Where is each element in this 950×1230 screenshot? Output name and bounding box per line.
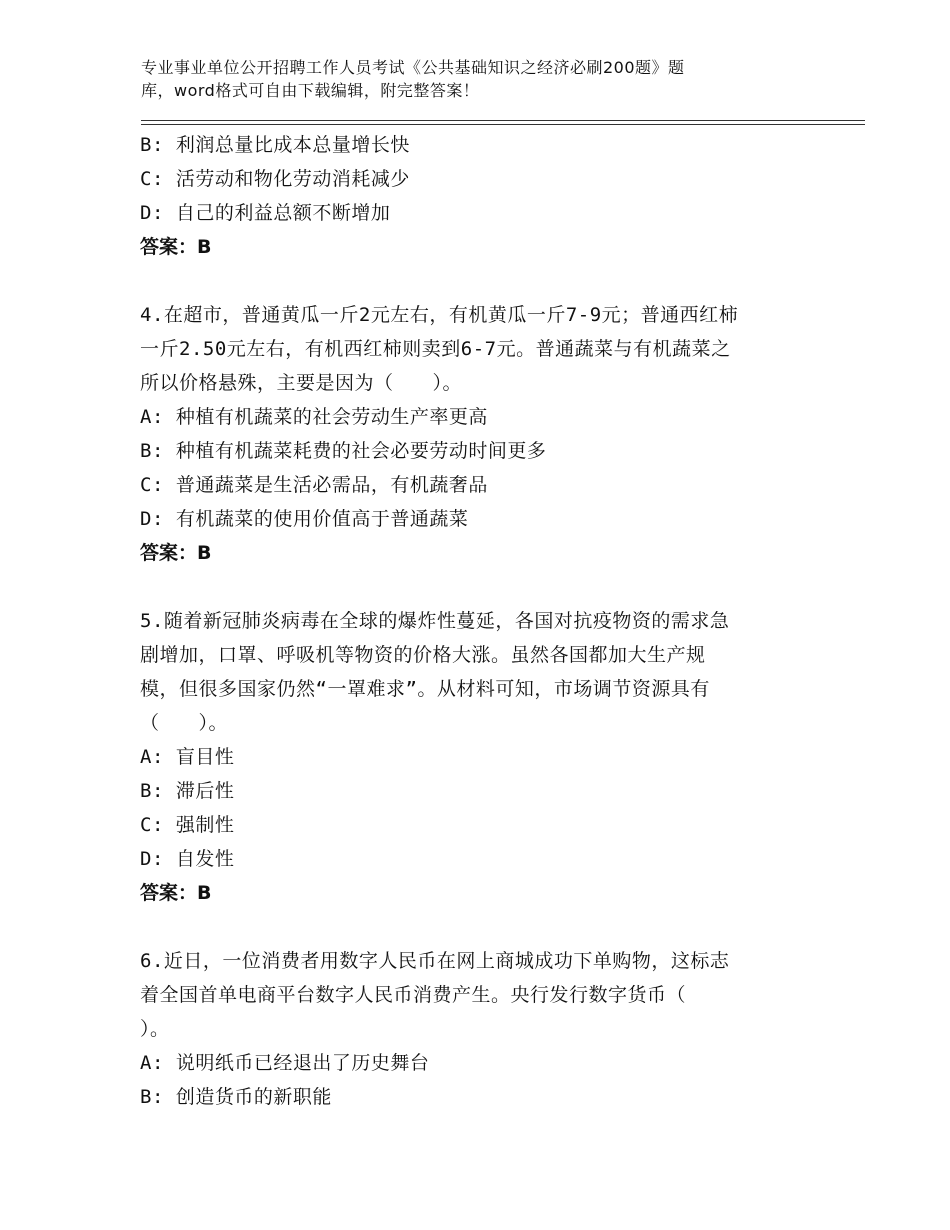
q6-stem-line-3: ）。 <box>140 1018 170 1040</box>
q5-option-b: B: 滞后性 <box>140 780 235 802</box>
q5-stem-line-2: 剧增加，口罩、呼吸机等物资的价格大涨。虽然各国都加大生产规 <box>140 644 706 666</box>
spacer <box>140 910 820 944</box>
q4-stem-line-1: 4.在超市，普通黄瓜一斤2元左右，有机黄瓜一斤7-9元；普通西红柿 <box>140 304 739 326</box>
q6-stem-line-2: 着全国首单电商平台数字人民币消费产生。央行发行数字货币（ <box>140 984 687 1006</box>
q5-stem-line-1: 5.随着新冠肺炎病毒在全球的爆炸性蔓延，各国对抗疫物资的需求急 <box>140 610 730 632</box>
q3-option-c: C: 活劳动和物化劳动消耗减少 <box>140 168 410 190</box>
question-5 <box>140 604 820 910</box>
question-6 <box>140 944 820 1114</box>
q4-option-a: A: 种植有机蔬菜的社会劳动生产率更高 <box>140 406 488 428</box>
question-4 <box>140 298 820 570</box>
q6-option-b: B: 创造货币的新职能 <box>140 1086 332 1108</box>
question-3-tail <box>140 128 820 264</box>
q4-option-d: D: 有机蔬菜的使用价值高于普通蔬菜 <box>140 508 469 530</box>
q4-stem-line-2: 一斤2.50元左右，有机西红柿则卖到6-7元。普通蔬菜与有机蔬菜之 <box>140 338 731 360</box>
header-divider-bottom <box>141 124 865 125</box>
spacer <box>140 264 820 298</box>
q5-answer: 答案：B <box>140 882 212 904</box>
header-title-line-2: 库，word格式可自由下载编辑，附完整答案！ <box>141 81 480 100</box>
q6-option-a: A: 说明纸币已经退出了历史舞台 <box>140 1052 430 1074</box>
q5-option-d: D: 自发性 <box>140 848 235 870</box>
q4-answer: 答案：B <box>140 542 212 564</box>
document-header <box>141 56 781 102</box>
q4-option-b: B: 种植有机蔬菜耗费的社会必要劳动时间更多 <box>140 440 547 462</box>
spacer <box>140 570 820 604</box>
q3-answer: 答案：B <box>140 236 212 258</box>
q5-option-a: A: 盲目性 <box>140 746 235 768</box>
q3-option-b: B: 利润总量比成本总量增长快 <box>140 134 410 156</box>
header-divider-top <box>141 120 865 121</box>
q6-stem-line-1: 6.近日，一位消费者用数字人民币在网上商城成功下单购物，这标志 <box>140 950 730 972</box>
q5-stem-line-4: （ ）。 <box>140 712 229 734</box>
question-content <box>140 128 820 1114</box>
q5-option-c: C: 强制性 <box>140 814 235 836</box>
q4-option-c: C: 普通蔬菜是生活必需品，有机蔬奢品 <box>140 474 488 496</box>
q4-stem-line-3: 所以价格悬殊，主要是因为（ ）。 <box>140 372 463 394</box>
q5-stem-line-3: 模，但很多国家仍然“一罩难求”。从材料可知，市场调节资源具有 <box>140 678 710 700</box>
header-title-line-1: 专业事业单位公开招聘工作人员考试《公共基础知识之经济必刷200题》题 <box>141 58 685 77</box>
q3-option-d: D: 自己的利益总额不断增加 <box>140 202 391 224</box>
